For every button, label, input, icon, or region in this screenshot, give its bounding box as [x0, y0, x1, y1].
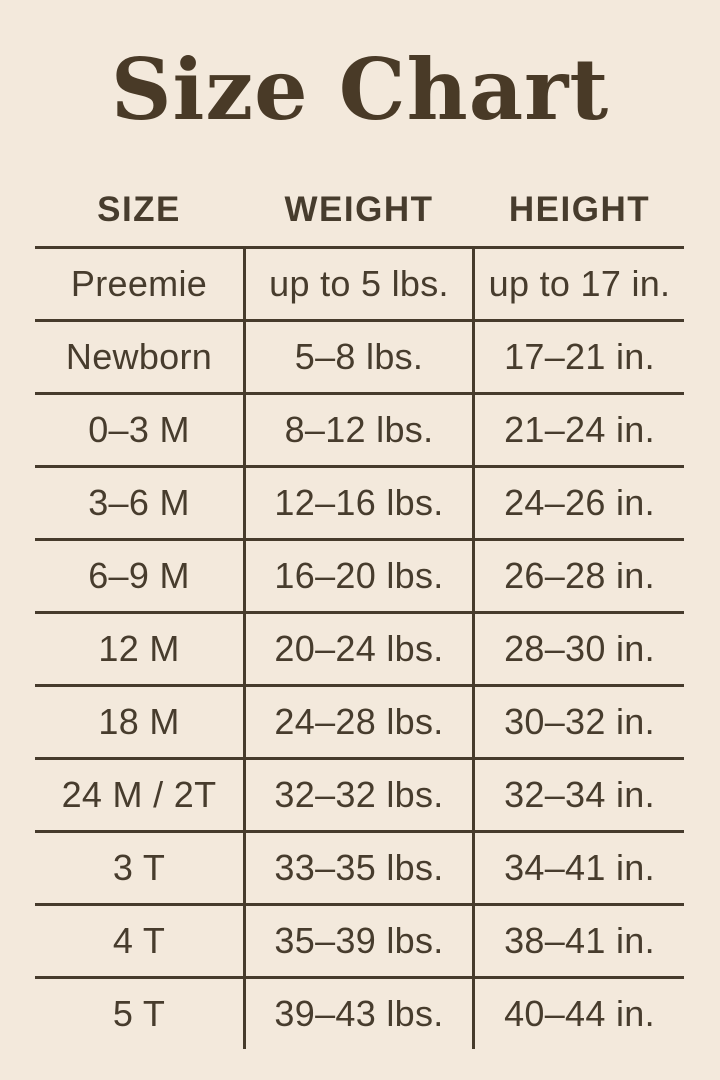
table-cell: 12 M [98, 628, 180, 669]
table-cell: 30–32 in. [504, 701, 655, 742]
table-cell: 6–9 M [88, 555, 190, 596]
table-cell: 24 M / 2T [61, 774, 217, 815]
table-row [35, 538, 684, 611]
table-row [35, 611, 684, 684]
table-cell: 21–24 in. [504, 409, 655, 450]
table-cell: 28–30 in. [504, 628, 655, 669]
column-header-height: HEIGHT [508, 190, 651, 229]
table-cell: 5 T [112, 993, 166, 1034]
table-row [35, 903, 684, 976]
table-cell: 12–16 lbs. [243, 468, 475, 538]
table-cell: 0–3 M [88, 409, 190, 450]
table-cell: 40–44 in. [504, 993, 655, 1034]
table-cell: 20–24 lbs. [243, 614, 475, 684]
table-row [35, 319, 684, 392]
table-row [35, 465, 684, 538]
table-row [35, 830, 684, 903]
table-cell: 32–34 in. [504, 774, 655, 815]
column-header-size: SIZE [97, 190, 181, 229]
table-row [35, 392, 684, 465]
size-table-rows [35, 246, 684, 1049]
table-cell: 34–41 in. [504, 847, 655, 888]
table-row [35, 976, 684, 1049]
table-cell: 8–12 lbs. [243, 395, 475, 465]
page-title: Size Chart [110, 40, 610, 139]
table-row [35, 757, 684, 830]
table-cell: 16–20 lbs. [243, 541, 475, 611]
table-cell: 3 T [112, 847, 166, 888]
table-cell: 35–39 lbs. [243, 906, 475, 976]
table-cell: up to 17 in. [488, 263, 671, 304]
table-cell: Preemie [70, 263, 208, 304]
table-cell: 17–21 in. [504, 336, 655, 377]
table-cell: 4 T [112, 920, 166, 961]
table-cell: 3–6 M [88, 482, 190, 523]
table-row [35, 684, 684, 757]
table-cell: Newborn [65, 336, 213, 377]
table-cell: 39–43 lbs. [243, 979, 475, 1049]
table-cell: 33–35 lbs. [243, 833, 475, 903]
table-cell: 18 M [98, 701, 180, 742]
table-cell: 24–28 lbs. [243, 687, 475, 757]
table-cell: 38–41 in. [504, 920, 655, 961]
table-row [35, 246, 684, 319]
table-cell: 26–28 in. [504, 555, 655, 596]
table-cell: up to 5 lbs. [243, 249, 475, 319]
size-table [35, 190, 684, 1049]
table-header-row [35, 190, 684, 230]
column-header-weight: WEIGHT [284, 190, 434, 229]
table-cell: 32–32 lbs. [243, 760, 475, 830]
table-cell: 5–8 lbs. [243, 322, 475, 392]
table-cell: 24–26 in. [504, 482, 655, 523]
